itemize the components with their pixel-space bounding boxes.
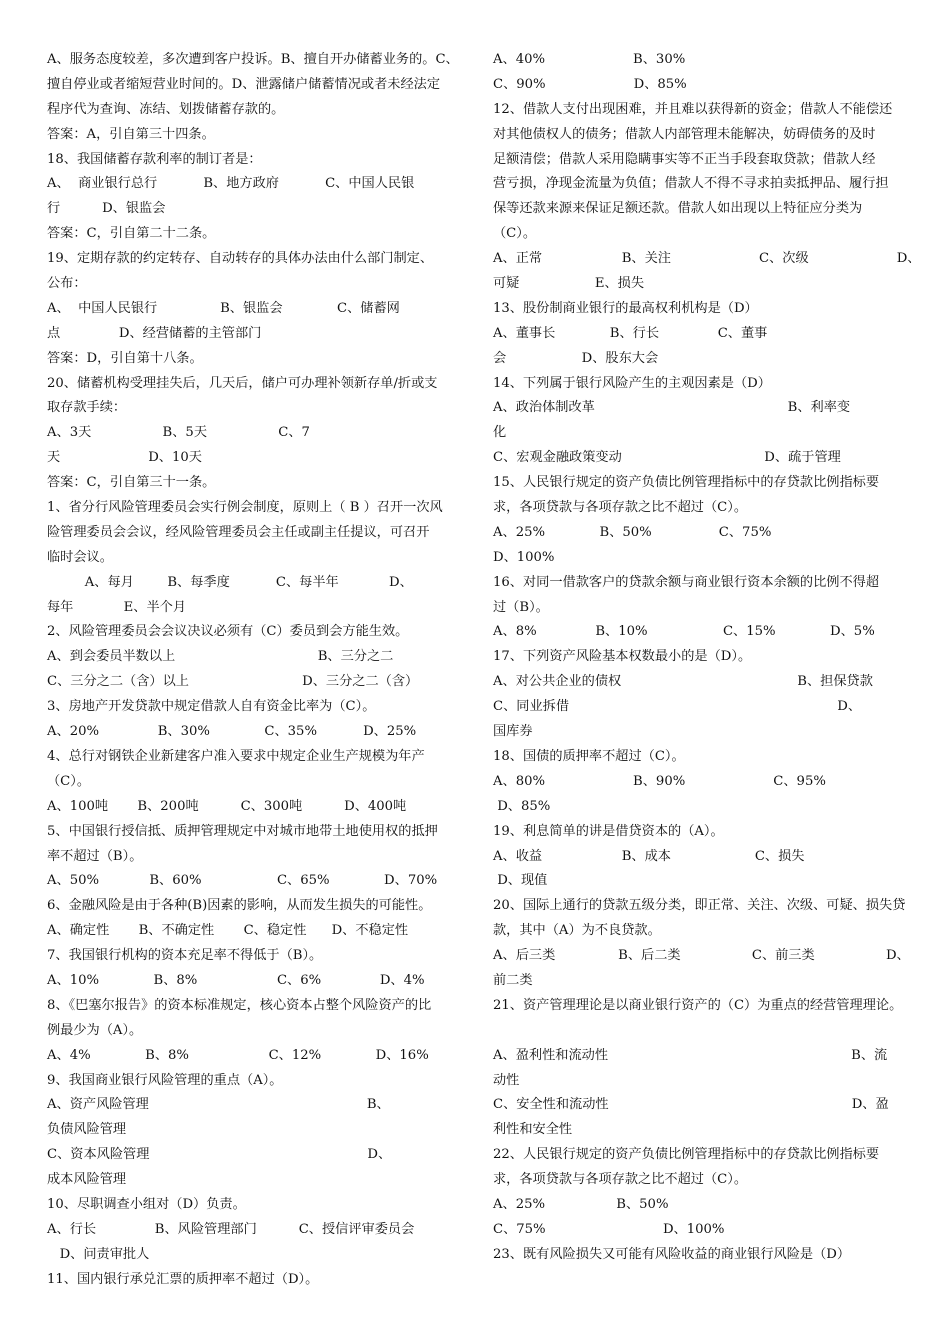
left-text-line: 10、尽职调查小组对（D）负责。: [47, 1196, 246, 1212]
right-text-line: 21、资产管理理论是以商业银行资产的（C）为重点的经营管理理论。: [493, 997, 903, 1013]
right-text-line: 保等还款来源来保证足额还款。借款人如出现以上特征应分类为: [493, 201, 863, 217]
left-text-line: A、50% B、60% C、65% D、70%: [47, 873, 438, 889]
left-text-line: A、服务态度较差，多次遭到客户投诉。B、擅自开办储蓄业务的。C、: [47, 52, 459, 67]
right-text-line: C、安全性和流动性 D、盈: [493, 1097, 889, 1113]
left-text-line: C、三分之二（含）以上 D、三分之二（含）: [47, 674, 419, 690]
left-text-line: 每年 E、半个月: [47, 599, 187, 615]
right-text-line: 15、人民银行规定的资产负债比例管理指标中的存贷款比例指标要: [493, 475, 880, 491]
left-text-line: 20、储蓄机构受理挂失后，几天后，储户可办理补领新存单/折或支: [47, 375, 438, 391]
right-text-line: D、100%: [493, 549, 555, 565]
right-text-line: （C）。: [493, 226, 537, 242]
right-text-line: 13、股份制商业银行的最高权利机构是（D）: [493, 300, 758, 316]
right-text-line: 动性: [493, 1072, 520, 1088]
left-text-line: A、每月 B、每季度 C、每半年 D、: [47, 574, 413, 590]
right-text-line: 求，各项贷款与各项存款之比不超过（C）。: [493, 1172, 748, 1188]
left-text-line: C、资本风险管理 D、: [47, 1147, 392, 1163]
right-text-line: 12、借款人支付出现困难，并且难以获得新的资金；借款人不能偿还: [493, 101, 893, 117]
left-text-line: A、20% B、30% C、35% D、25%: [47, 724, 417, 740]
right-text-line: 19、利息简单的讲是借贷资本的（A）。: [493, 823, 724, 839]
left-text-line: 11、国内银行承兑汇票的质押率不超过（D）。: [47, 1271, 319, 1287]
left-text-line: 擅自停业或者缩短营业时间的。D、泄露储户储蓄情况或者未经法定: [47, 76, 441, 92]
left-text-line: 2、风险管理委员会会议决议必须有（C）委员到会方能生效。: [47, 624, 409, 640]
right-text-line: 23、既有风险损失又可能有风险收益的商业银行风险是（D）: [493, 1246, 851, 1262]
right-text-line: A、董事长 B、行长 C、董事: [493, 325, 768, 341]
right-text-line: 前二类: [493, 972, 533, 988]
right-text-line: 16、对同一借款客户的贷款余额与商业银行资本余额的比例不得超: [493, 574, 880, 590]
left-text-line: 率不超过（B）。: [47, 848, 143, 864]
left-text-line: 临时会议。: [47, 549, 113, 565]
right-text-line: A、25% B、50%: [493, 1196, 669, 1212]
right-text-line: A、盈利性和流动性 B、流: [493, 1047, 888, 1063]
right-text-line: A、8% B、10% C、15% D、5%: [493, 624, 875, 640]
right-text-line: C、宏观金融政策变动 D、疏于管理: [493, 450, 841, 466]
left-text-line: 6、金融风险是由于各种(B)因素的影响，从而发生损失的可能性。: [47, 898, 432, 914]
left-text-line: 负债风险管理: [47, 1122, 127, 1138]
right-column: [493, 48, 921, 1268]
right-text-line: C、同业拆借 D、: [493, 699, 862, 715]
right-text-line: 14、下列属于银行风险产生的主观因素是（D）: [493, 375, 771, 391]
right-text-line: D、85%: [493, 798, 551, 814]
left-text-line: 19、定期存款的约定转存、自动转存的具体办法由什么部门制定、: [47, 251, 434, 267]
right-text-line: A、40% B、30%: [493, 52, 686, 67]
left-text-line: A、行长 B、风险管理部门 C、授信评审委员会: [47, 1221, 415, 1237]
right-text-line: 18、国债的质押率不超过（C）。: [493, 748, 685, 764]
left-text-line: （C）。: [47, 773, 91, 789]
left-text-line: 答案：D，引自第十八条。: [47, 350, 203, 366]
left-text-line: 1、省分行风险管理委员会实行例会制度，原则上（ B ）召开一次风: [47, 500, 443, 516]
right-text-line: 17、下列资产风险基本权数最小的是（D）。: [493, 649, 752, 665]
left-text-line: A、到会委员半数以上 B、三分之二: [47, 649, 394, 665]
right-text-line: A、政治体制改革 B、利率变: [493, 400, 851, 416]
left-text-line: A、3天 B、5天 C、7: [47, 425, 310, 441]
left-text-line: A、资产风险管理 B、: [47, 1097, 390, 1113]
right-text-line: 求，各项贷款与各项存款之比不超过（C）。: [493, 500, 748, 516]
left-text-line: A、 中国人民银行 B、银监会 C、储蓄网: [47, 300, 400, 316]
left-text-line: 程序代为查询、冻结、划拨储蓄存款的。: [47, 101, 285, 117]
left-text-line: 点 D、经营储蓄的主管部门: [47, 325, 262, 341]
left-text-line: 4、总行对钢铁企业新建客户准入要求中规定企业生产规模为年产: [47, 748, 425, 764]
right-text-line: A、后三类 B、后二类 C、前三类 D、: [493, 948, 910, 964]
right-text-line: A、正常 B、关注 C、次级 D、: [493, 251, 921, 267]
right-text-line: A、对公共企业的债权 B、担保贷款: [493, 674, 873, 690]
left-text-line: 取存款手续：: [47, 400, 127, 416]
right-text-line: 款，其中（A）为不良贷款。: [493, 923, 661, 939]
left-text-line: 9、我国商业银行风险管理的重点（A）。: [47, 1072, 283, 1088]
right-text-line: 可疑 E、损失: [493, 276, 645, 292]
right-text-line: D、现值: [493, 873, 548, 889]
left-text-line: 7、我国银行机构的资本充足率不得低于（B）。: [47, 948, 323, 964]
right-text-line: 会 D、股东大会: [493, 350, 659, 366]
left-text-line: 5、中国银行授信抵、质押管理规定中对城市地带土地使用权的抵押: [47, 823, 438, 839]
left-text-line: 天 D、10天: [47, 450, 202, 466]
right-text-line: 对其他债权人的债务；借款人内部管理未能解决，妨碍债务的及时: [493, 126, 876, 142]
right-text-line: A、收益 B、成本 C、损失: [493, 848, 805, 864]
right-text-line: C、75% D、100%: [493, 1221, 725, 1237]
left-text-line: 险管理委员会会议，经风险管理委员会主任或副主任提议，可召开: [47, 524, 430, 540]
right-text-line: [493, 1019, 913, 1044]
right-text-line: A、25% B、50% C、75%: [493, 524, 772, 540]
right-text-line: 22、人民银行规定的资产负债比例管理指标中的存贷款比例指标要: [493, 1147, 880, 1163]
left-text-line: 答案：C，引自第二十二条。: [47, 226, 216, 242]
right-text-line: 化: [493, 425, 507, 441]
right-text-line: A、80% B、90% C、95%: [493, 773, 826, 789]
right-text-line: 国库券: [493, 724, 533, 740]
left-text-line: A、 商业银行总行 B、地方政府 C、中国人民银: [47, 176, 415, 192]
left-text-line: 18、我国储蓄存款利率的制订者是：: [47, 151, 262, 167]
right-text-line: 营亏损，净现金流量为负值；借款人不得不寻求拍卖抵押品、履行担: [493, 176, 889, 192]
left-text-line: 成本风险管理: [47, 1172, 127, 1188]
left-text-line: A、10% B、8% C、6% D、4%: [47, 972, 425, 988]
left-text-line: 答案：C，引自第三十一条。: [47, 475, 216, 491]
left-text-line: 行 D、银监会: [47, 201, 166, 217]
left-text-line: 3、房地产开发贷款中规定借款人自有资金比率为（C）。: [47, 699, 376, 715]
left-text-line: A、确定性 B、不确定性 C、稳定性 D、不稳定性: [47, 923, 409, 939]
left-text-line: 8、《巴塞尔报告》的资本标准规定，核心资本占整个风险资产的比: [47, 997, 432, 1013]
right-text-line: C、90% D、85%: [493, 76, 687, 92]
left-text-line: 例最少为（A）。: [47, 1022, 143, 1038]
left-column: [47, 48, 465, 1293]
right-text-line: 利性和安全性: [493, 1122, 573, 1138]
left-text-line: 答案：A，引自第三十四条。: [47, 126, 215, 142]
left-text-line: A、4% B、8% C、12% D、16%: [47, 1047, 429, 1063]
right-text-line: 20、国际上通行的贷款五级分类，即正常、关注、次级、可疑、损失贷: [493, 898, 906, 914]
right-text-line: 足额清偿；借款人采用隐瞒事实等不正当手段套取贷款；借款人经: [493, 151, 876, 167]
left-text-line: D、问责审批人: [47, 1246, 150, 1262]
left-text-line: A、100吨 B、200吨 C、300吨 D、400吨: [47, 798, 407, 814]
right-text-line: 过（B）。: [493, 599, 549, 615]
left-text-line: 公布：: [47, 276, 87, 292]
